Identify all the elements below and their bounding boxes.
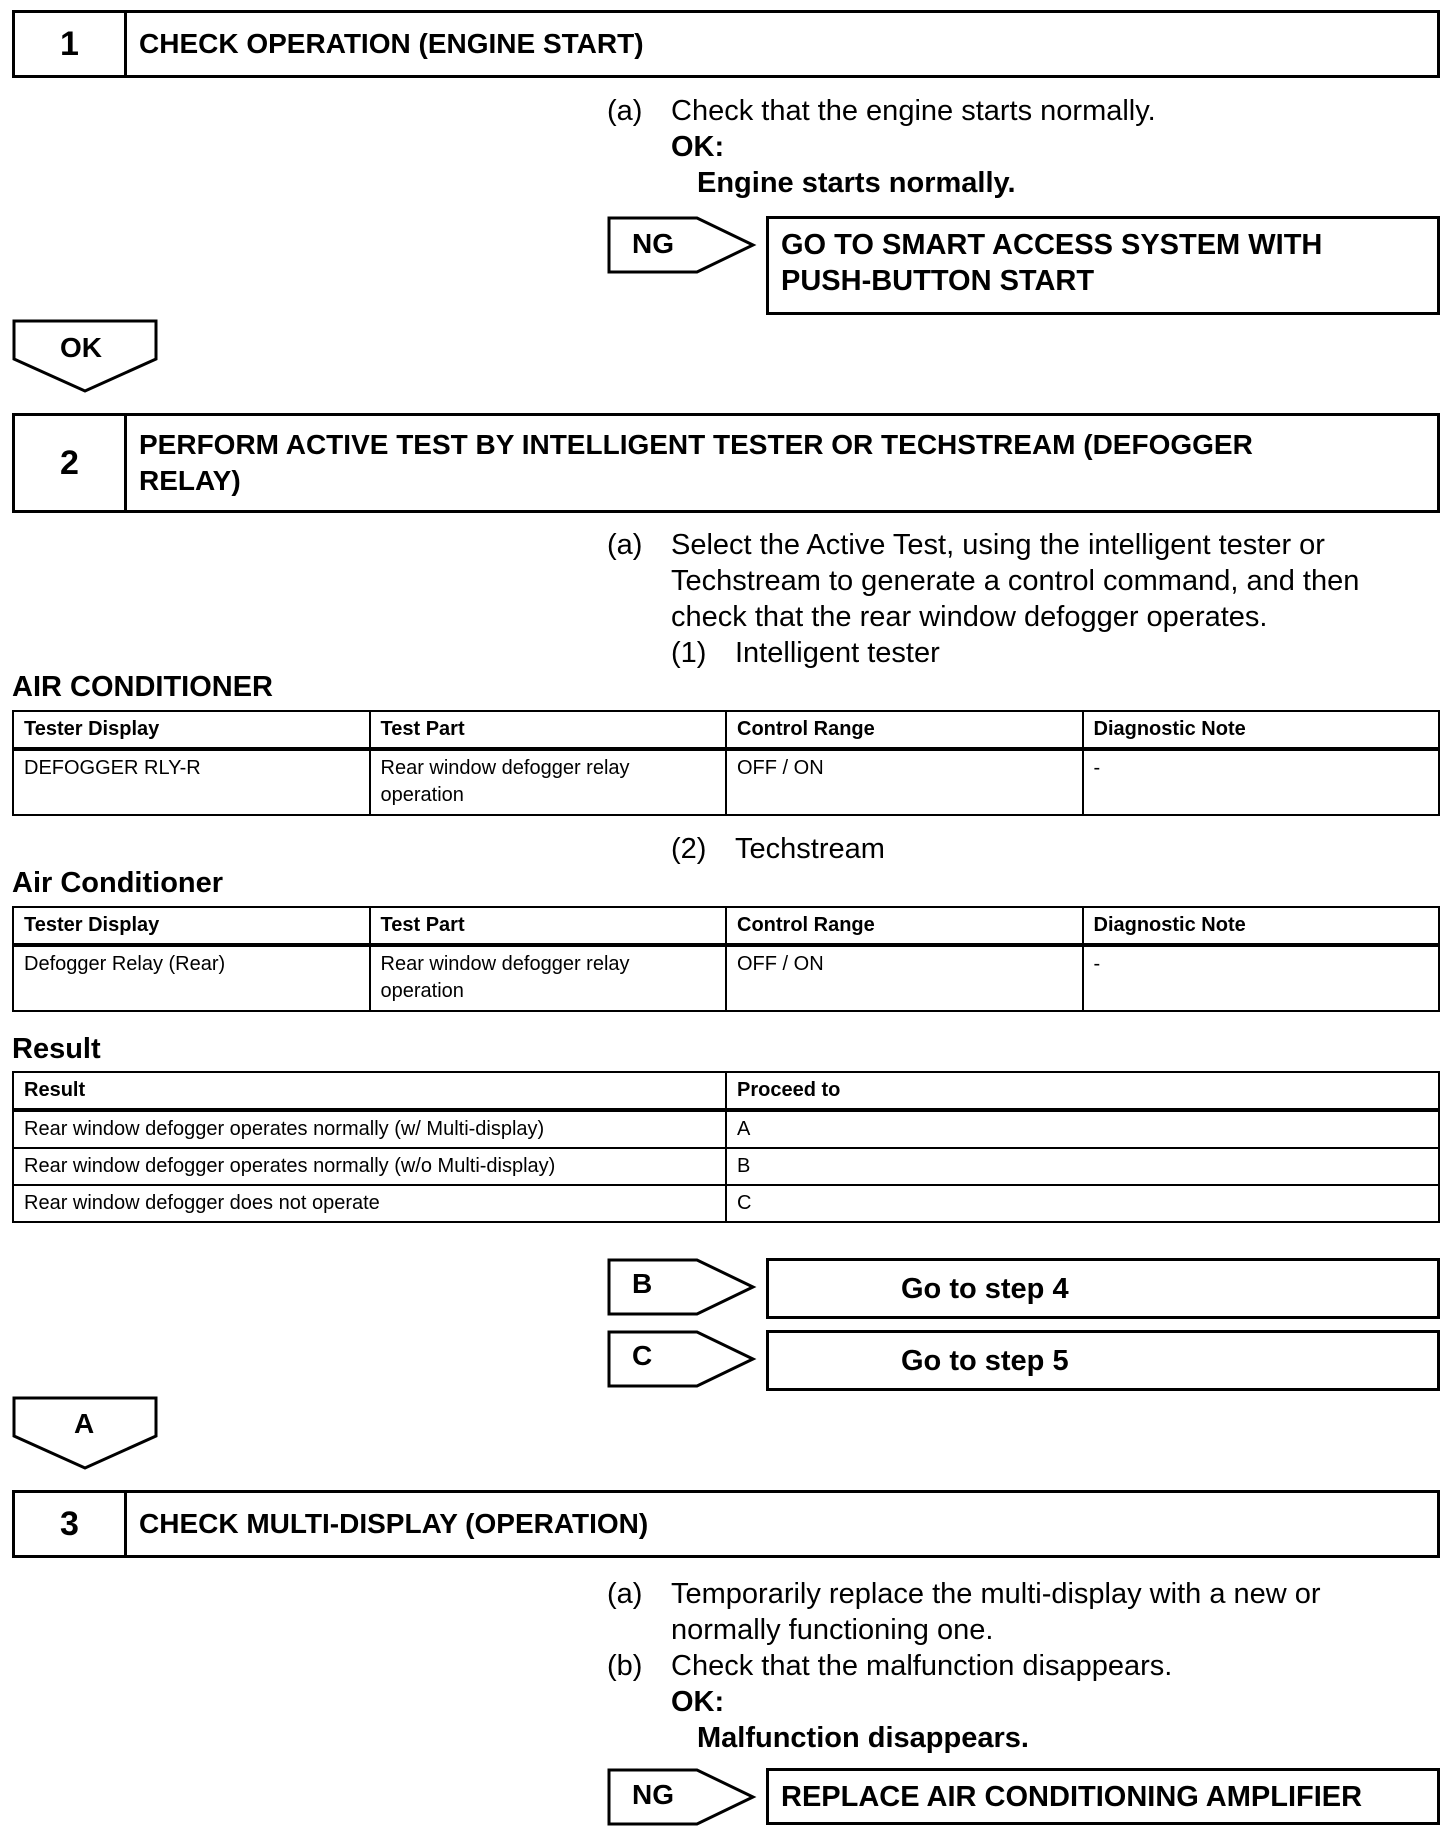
col-diagnostic-note: Diagnostic Note: [1083, 907, 1440, 945]
col-control-range: Control Range: [726, 711, 1083, 749]
cell-proceed-to: C: [726, 1185, 1439, 1222]
table-header-row: [13, 1072, 1439, 1110]
cell-diagnostic-note: -: [1083, 749, 1440, 815]
col-tester-display: Tester Display: [13, 907, 370, 945]
ng-destination: [766, 216, 1440, 315]
a-flow-label: A: [74, 1408, 95, 1439]
item-marker: (a): [607, 95, 643, 127]
ng-destination-line1: GO TO SMART ACCESS SYSTEM WITH: [781, 229, 1323, 261]
cell-proceed-to: A: [726, 1110, 1439, 1148]
table-row: [13, 1148, 1439, 1185]
item-marker: (a): [607, 1578, 643, 1610]
ng-destination-line2: PUSH-BUTTON START: [781, 265, 1095, 297]
cell-test-part: Rear window defogger relay operation: [370, 749, 727, 815]
branch-c-arrow: [607, 1330, 757, 1388]
cell-control-range: OFF / ON: [726, 945, 1083, 1011]
step-3-header: [12, 1490, 1440, 1558]
item-marker: (b): [607, 1650, 643, 1682]
table-header-row: [13, 907, 1439, 945]
ok-flow-label: OK: [60, 332, 102, 363]
ng-destination: REPLACE AIR CONDITIONING AMPLIFIER: [766, 1768, 1440, 1825]
item-line: Techstream to generate a control command, and then: [671, 565, 1360, 597]
sub-item-marker: (1): [671, 637, 707, 669]
step-number: 3: [15, 1493, 127, 1555]
cell-result: Rear window defogger operates normally (w/ Multi-display): [13, 1110, 726, 1148]
table-row: [13, 1110, 1439, 1148]
col-test-part: Test Part: [370, 907, 727, 945]
cell-result: Rear window defogger does not operate: [13, 1185, 726, 1222]
table-title: AIR CONDITIONER: [12, 671, 273, 703]
branch-c-destination: Go to step 5: [766, 1330, 1440, 1391]
step-number: 2: [15, 416, 127, 510]
sub-item-marker: (2): [671, 833, 707, 865]
ok-criteria: Malfunction disappears.: [697, 1722, 1029, 1754]
ng-arrow: [607, 216, 757, 274]
branch-b-label: B: [632, 1268, 653, 1299]
branch-b-arrow: [607, 1258, 757, 1316]
active-test-table-intelligent: [12, 710, 1440, 816]
ng-label: NG: [632, 1779, 674, 1810]
sub-item-text: Techstream: [735, 833, 885, 865]
item-line: Temporarily replace the multi-display with a new or: [671, 1578, 1321, 1610]
step-number: 1: [15, 13, 127, 75]
item-line: Select the Active Test, using the intelligent tester or: [671, 529, 1325, 561]
item-text: Check that the malfunction disappears.: [671, 1650, 1173, 1682]
table-row: [13, 749, 1439, 815]
cell-test-part: Rear window defogger relay operation: [370, 945, 727, 1011]
col-proceed-to: Proceed to: [726, 1072, 1439, 1110]
step-title-line1: PERFORM ACTIVE TEST BY INTELLIGENT TESTER OR TECHSTREAM (DEFOGGER: [139, 429, 1253, 460]
item-line: normally functioning one.: [671, 1614, 994, 1646]
table-row: [13, 945, 1439, 1011]
cell-tester-display: Defogger Relay (Rear): [13, 945, 370, 1011]
table-header-row: [13, 711, 1439, 749]
ok-label: OK:: [671, 1686, 725, 1718]
step-2-header: [12, 413, 1440, 513]
branch-b-destination: Go to step 4: [766, 1258, 1440, 1319]
item-line: check that the rear window defogger operates.: [671, 601, 1268, 633]
ok-criteria: Engine starts normally.: [697, 167, 1016, 199]
active-test-table-techstream: [12, 906, 1440, 1012]
ok-label: OK:: [671, 131, 725, 163]
item-marker: (a): [607, 529, 643, 561]
col-tester-display: Tester Display: [13, 711, 370, 749]
result-table: [12, 1071, 1440, 1223]
item-text: Check that the engine starts normally.: [671, 95, 1156, 127]
ng-arrow: [607, 1768, 757, 1826]
cell-proceed-to: B: [726, 1148, 1439, 1185]
step-title: CHECK OPERATION (ENGINE START): [139, 28, 644, 59]
step-1-header: [12, 10, 1440, 78]
cell-result: Rear window defogger operates normally (w/o Multi-display): [13, 1148, 726, 1185]
ng-label: NG: [632, 228, 674, 259]
col-control-range: Control Range: [726, 907, 1083, 945]
table-title: Air Conditioner: [12, 867, 224, 899]
cell-tester-display: DEFOGGER RLY-R: [13, 749, 370, 815]
col-test-part: Test Part: [370, 711, 727, 749]
step-title-line2: RELAY): [139, 465, 241, 496]
table-title: Result: [12, 1033, 101, 1065]
table-row: [13, 1185, 1439, 1222]
col-result: Result: [13, 1072, 726, 1110]
cell-diagnostic-note: -: [1083, 945, 1440, 1011]
col-diagnostic-note: Diagnostic Note: [1083, 711, 1440, 749]
step-title: [139, 416, 1417, 510]
sub-item-text: Intelligent tester: [735, 637, 940, 669]
cell-control-range: OFF / ON: [726, 749, 1083, 815]
step-title: CHECK MULTI-DISPLAY (OPERATION): [139, 1508, 649, 1539]
branch-c-label: C: [632, 1340, 653, 1371]
